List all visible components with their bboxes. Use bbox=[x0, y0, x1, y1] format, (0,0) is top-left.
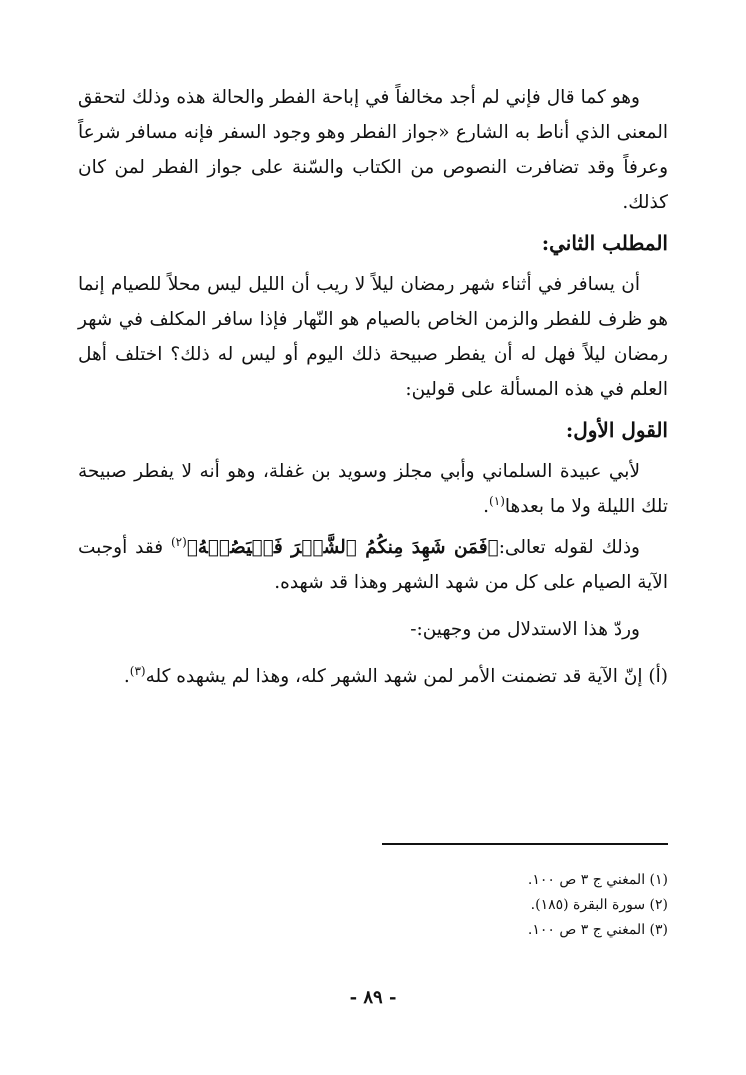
page-number: - ٨٩ - bbox=[349, 987, 397, 1008]
paragraph-2: أن يسافر في أثناء شهر رمضان ليلاً لا ريب أن الليل ليس محلاً للصيام إنما هو ظرف للفطر والزمن الخاص بالصيام هو النّهار فإذا سافر المكلف في شهر رمضان ليلاً فهل له أن يفطر صبيحة ذلك اليوم أو ليس له ذلك؟ اختلف أهل العلم في هذه المسألة على قولين: bbox=[78, 274, 668, 400]
paragraph-4-rest: فقد أوجبت الآية الصيام على كل من شهد الشهر وهذا قد شهده. bbox=[78, 537, 668, 593]
paragraph-1: وهو كما قال فإني لم أجد مخالفاً في إباحة الفطر والحالة هذه وذلك لتحقق المعنى الذي أناط به الشارع «جواز الفطر وهو وجود السفر فإنه مسافر شرعاً وعرفاً وقد تضافرت النصوص من الكتاب والسّنة على جواز الفطر لمن كان كذلك. bbox=[78, 87, 668, 213]
footnote-ref-2: (٢) bbox=[170, 534, 187, 549]
paragraph-3-text: لأبي عبيدة السلماني وأبي مجلز وسويد بن غفلة، وهو أنه لا يفطر صبيحة تلك الليلة ولا ما بعدها bbox=[78, 461, 668, 517]
paragraph-6-end: . bbox=[123, 666, 130, 687]
paragraph-4-start: وذلك لقوله تعالى: bbox=[498, 537, 640, 558]
heading-first-opinion: القول الأول: bbox=[565, 418, 668, 442]
paragraph-3-end: . bbox=[483, 496, 490, 517]
paragraph-4 bbox=[78, 530, 668, 600]
footnote-divider bbox=[382, 843, 668, 845]
footnote-ref-1: (١) bbox=[489, 493, 505, 508]
footnote-2: (٢) سورة البقرة (١٨٥). bbox=[530, 897, 668, 913]
footnote-ref-3: (٣) bbox=[129, 663, 146, 678]
paragraph-6-text: إنّ الآية قد تضمنت الأمر لمن شهد الشهر كله، وهذا لم يشهده كله bbox=[145, 666, 649, 687]
footnote-1: (١) المغني ج ٣ ص ١٠٠. bbox=[527, 872, 668, 888]
paragraph-6 bbox=[78, 659, 668, 694]
paragraph-3 bbox=[78, 454, 668, 524]
footnotes-list bbox=[168, 868, 668, 943]
main-text bbox=[78, 80, 668, 694]
heading-second-section: المطلب الثاني: bbox=[541, 231, 668, 255]
footnote-3: (٣) المغني ج ٣ ص ١٠٠. bbox=[527, 922, 668, 938]
paragraph-5: وردّ هذا الاستدلال من وجهين:- bbox=[410, 619, 640, 640]
quran-verse: ﴿فَمَن شَهِدَ مِنكُمُ ٱلشَّهۡرَ فَلۡيَصُمۡهُ﴾ bbox=[186, 537, 499, 558]
point-label: (أ) bbox=[648, 666, 668, 687]
